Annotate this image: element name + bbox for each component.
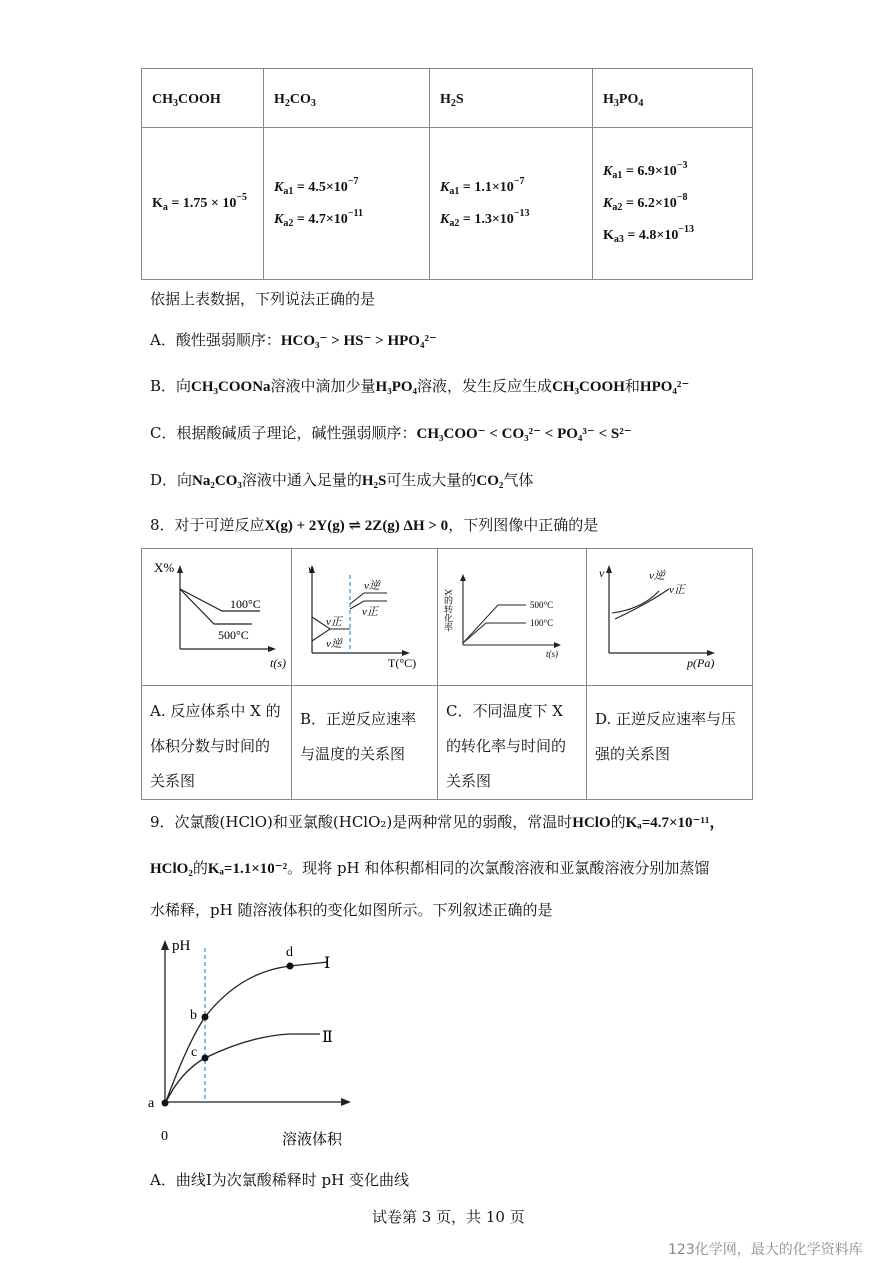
graph-c-label-500: 500°C — [530, 600, 554, 610]
q9-line-3: 水稀释，pH 随溶液体积的变化如图所示。下列叙述正确的是 — [150, 901, 553, 919]
graph-c-xlabel: t(s) — [546, 649, 558, 659]
q9-graph-xlabel: 溶液体积 — [282, 1132, 343, 1148]
graph-c-label-100: 100°C — [530, 618, 554, 628]
header-h2s: $H_2S$ — [430, 69, 593, 128]
graph-b — [292, 549, 437, 681]
graph-a-label-500: 500°C — [218, 628, 249, 642]
graph-d-cell — [587, 549, 753, 686]
graph-a-xlabel: t(s) — [270, 656, 286, 670]
graph-d — [587, 549, 735, 681]
graph-a-cell — [142, 549, 292, 686]
graph-b-label-rev-low: v逆 — [326, 638, 342, 650]
q9-graph-origin: 0 — [161, 1129, 168, 1144]
cell-phosphoric-ka: $K_{a1} = 6.9\times 10^{-3}$ $K_{a2} = 6.2\times 10^{-8}$ $K_{a3} = 4.8\times 10^{-13}$ — [593, 128, 753, 280]
graph-a-label-100: 100°C — [230, 597, 261, 611]
graph-b-label-fwd-high: v正 — [362, 606, 378, 618]
graph-c-cell — [438, 549, 587, 686]
q8-option-b[interactable]: B．正逆反应速率与温度的关系图 — [292, 686, 438, 800]
graph-c — [438, 549, 586, 681]
graph-d-label-rev: v逆 — [649, 570, 665, 582]
graph-b-cell — [292, 549, 438, 686]
q9-point-c: c — [191, 1045, 198, 1060]
header-phosphoric: $H_3PO_4$ — [593, 69, 753, 128]
q9-option-a[interactable]: A．曲线Ⅰ为次氯酸稀释时 pH 变化曲线 — [150, 1171, 409, 1189]
q9-curve-2-label: Ⅱ — [322, 1029, 333, 1046]
q7-option-c[interactable]: C．根据酸碱质子理论，碱性强弱顺序：CH₃COO⁻ < CO₃²⁻ < PO₄³⁻ < S²⁻ — [150, 424, 632, 442]
q7-option-a[interactable]: A．酸性强弱顺序：HCO₃⁻ > HS⁻ > HPO₄²⁻ — [150, 331, 437, 349]
page-footer: 试卷第 3 页，共 10 页 — [372, 1208, 525, 1226]
ka-table — [141, 68, 753, 280]
cell-carbonic-ka: $K_{a1} = 4.5\times 10^{-7}$ $K_{a2} = 4.7\times 10^{-11}$ — [264, 128, 430, 280]
graph-b-xlabel: T(°C) — [388, 656, 417, 670]
q8-stem: 8．对于可逆反应X(g) + 2Y(g) ⇌ 2Z(g) ΔH > 0，下列图像中正确的是 — [150, 516, 599, 534]
q9-ph-graph — [140, 932, 360, 1157]
q8-option-a[interactable]: A. 反应体系中 X 的体积分数与时间的关系图 — [142, 686, 292, 800]
q9-point-a: a — [148, 1096, 155, 1111]
cell-acetic-ka: $K_a = 1.75 \times 10^{-5}$ — [142, 128, 264, 280]
q7-stem: 依据上表数据，下列说法正确的是 — [150, 290, 376, 308]
q7-option-d[interactable]: D．向Na₂CO₃溶液中通入足量的H₂S可生成大量的CO₂气体 — [150, 471, 534, 489]
q8-option-c[interactable]: C．不同温度下 X 的转化率与时间的关系图 — [438, 686, 587, 800]
graph-a-ylabel: X% — [154, 560, 175, 575]
q8-option-d[interactable]: D. 正逆反应速率与压强的关系图 — [587, 686, 753, 800]
graph-d-xlabel: p(Pa) — [687, 656, 715, 670]
graph-b-ylabel: v — [308, 562, 314, 576]
q9-point-d: d — [286, 945, 293, 960]
graph-d-ylabel: v — [599, 566, 605, 580]
q8-options-table — [141, 548, 753, 800]
header-acetic: $CH_3COOH$ — [142, 69, 264, 128]
q9-curve-1-label: Ⅰ — [324, 955, 331, 972]
graph-c-ylabel: X的转化率 — [443, 589, 453, 632]
graph-b-label-fwd-low: v正 — [326, 616, 342, 628]
graph-a — [142, 549, 291, 681]
q9-point-b: b — [190, 1008, 197, 1023]
watermark: 123化学网，最大的化学资料库 — [668, 1242, 863, 1258]
q9-line-2: HClO₂的Kₐ=1.1×10⁻²。现将 pH 和体积都相同的次氯酸溶液和亚氯酸溶液分别加蒸馏 — [150, 859, 710, 877]
cell-h2s-ka: $K_{a1} = 1.1\times 10^{-7}$ $K_{a2} = 1.3\times 10^{-13}$ — [430, 128, 593, 280]
header-carbonic: $H_2CO_3$ — [264, 69, 430, 128]
graph-b-label-rev-high: v逆 — [364, 580, 380, 592]
q7-option-b[interactable]: B．向CH₃COONa溶液中滴加少量H₃PO₄溶液，发生反应生成CH₃COOH和HPO₄²⁻ — [150, 377, 690, 395]
q9-line-1: 9．次氯酸(HClO)和亚氯酸(HClO₂)是两种常见的弱酸，常温时HClO的Kₐ=4.7×10⁻¹¹， — [150, 813, 725, 831]
q9-graph-ylabel: pH — [172, 938, 191, 954]
graph-d-label-fwd: v正 — [669, 584, 685, 596]
